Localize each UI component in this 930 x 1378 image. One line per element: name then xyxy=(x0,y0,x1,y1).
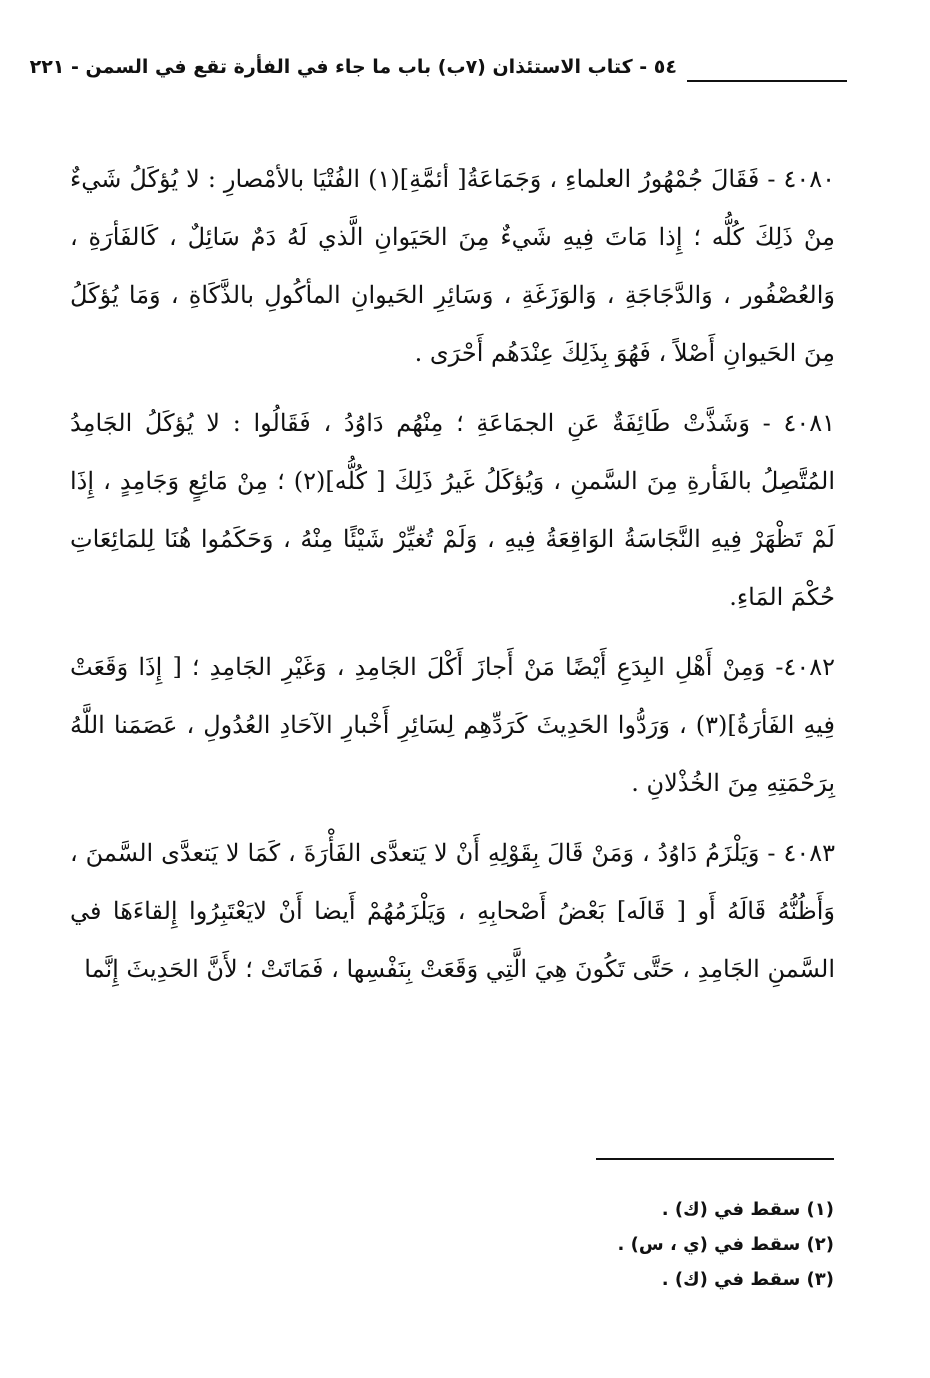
page-header xyxy=(29,52,847,92)
header-rule xyxy=(687,80,847,82)
footnote-2: (٢) سقط في (ي ، س) . xyxy=(617,1234,834,1255)
footnote-3: (٣) سقط في (ك) . xyxy=(661,1269,834,1290)
footnote-separator xyxy=(596,1158,834,1160)
main-text xyxy=(70,150,835,1010)
paragraph-4081: ٤٠٨١ - وَشَذَّتْ طَائِفَةٌ عَنِ الجمَاعَةِ ؛ مِنْهُم دَاوُدُ ، فَقَالُوا : لا يُؤكَلُ الجَامِدُ المُتَّصِلُ بالفَأرةِ مِنَ السَّمنِ ، وَيُؤكَلُ غَيرُ ذَلِكَ [ كُلُّه](٢) ؛ مِنْ مَائِعٍ وَجَامِدٍ ، إِذَا لَمْ تَظْهَرْ فِيهِ النَّجَاسَةُ الوَاقِعَةُ فِيهِ ، وَلَمْ تُغيِّرْ شَيْئًا مِنْهُ ، وَحَكَمُوا هُنَا لِلمَائِعَاتِ حُكْمَ المَاءِ. xyxy=(70,409,835,611)
paragraph-4080: ٤٠٨٠ - فَقَالَ جُمْهُورُ العلماءِ ، وَجَمَاعَةُ[ أئمَّةِ](١) الفُتْيَا بالأمْصارِ : لا يُؤكَلُ شَيءٌ مِنْ ذَلِكَ كُلُّه ؛ إِذا مَاتَ فِيهِ شَيءٌ مِنَ الحَيَوانِ الَّذي لَهُ دَمٌ سَائِلٌ ، كَالفَأرَةِ ، وَالعُصْفُور ، وَالدَّجَاجَةِ ، وَالوَزَغَةِ ، وَسَائِرِ الحَيوانِ المأكُولِ بالذَّكَاةِ ، وَمَا يُؤكَلُ مِنَ الحَيوانِ أَصْلاً ، فَهُوَ بِذَلِكَ عِنْدَهُم أَحْرَى . xyxy=(70,165,836,367)
footnotes xyxy=(430,1192,834,1297)
footnote-1: (١) سقط في (ك) . xyxy=(661,1199,834,1220)
paragraph-4082: ٤٠٨٢- وَمِنْ أَهْلِ البِدَعِ أَيْضًا مَنْ أَجازَ أَكْلَ الجَامِدِ ، وَغَيْرِ الجَامِدِ ؛ [ إِذَا وَقَعَتْ فِيهِ الفَأرَةُ](٣) ، وَرَدُّوا الحَدِيثَ كَرَدِّهِم لِسَائِرِ أَخْبارِ الآحَادِ العُدُولِ ، عَصَمَنا اللَّهُ بِرَحْمَتِهِ مِنَ الخُذْلانِ . xyxy=(70,653,835,797)
paragraph-4083: ٤٠٨٣ - وَيَلْزَمُ دَاوُدُ ، وَمَنْ قَالَ بِقَوْلِهِ أَنْ لا يَتعدَّى الفَأْرَةَ ، كَمَا لا يَتعدَّى السَّمنَ ، وَأَظُنُّهُ قَالَهُ أَو [ قَالَه] بَعْضُ أَصْحابِهِ ، وَيَلْزَمُهُمْ أَيضا أَنْ لايَعْتَبِرُوا إِلقاءَهَا في السَّمنِ الجَامِدِ ، حَتَّى تَكُونَ هِيَ الَّتِي وَقَعَتْ بِنَفْسِها ، فَمَاتَتْ ؛ لأَنَّ الحَدِيثَ إِنَّما xyxy=(70,839,835,983)
running-title: ٥٤ - كتاب الاستئذان (٧ب) باب ما جاء في الفأرة تقع في السمن - ٢٢١ xyxy=(29,56,677,78)
